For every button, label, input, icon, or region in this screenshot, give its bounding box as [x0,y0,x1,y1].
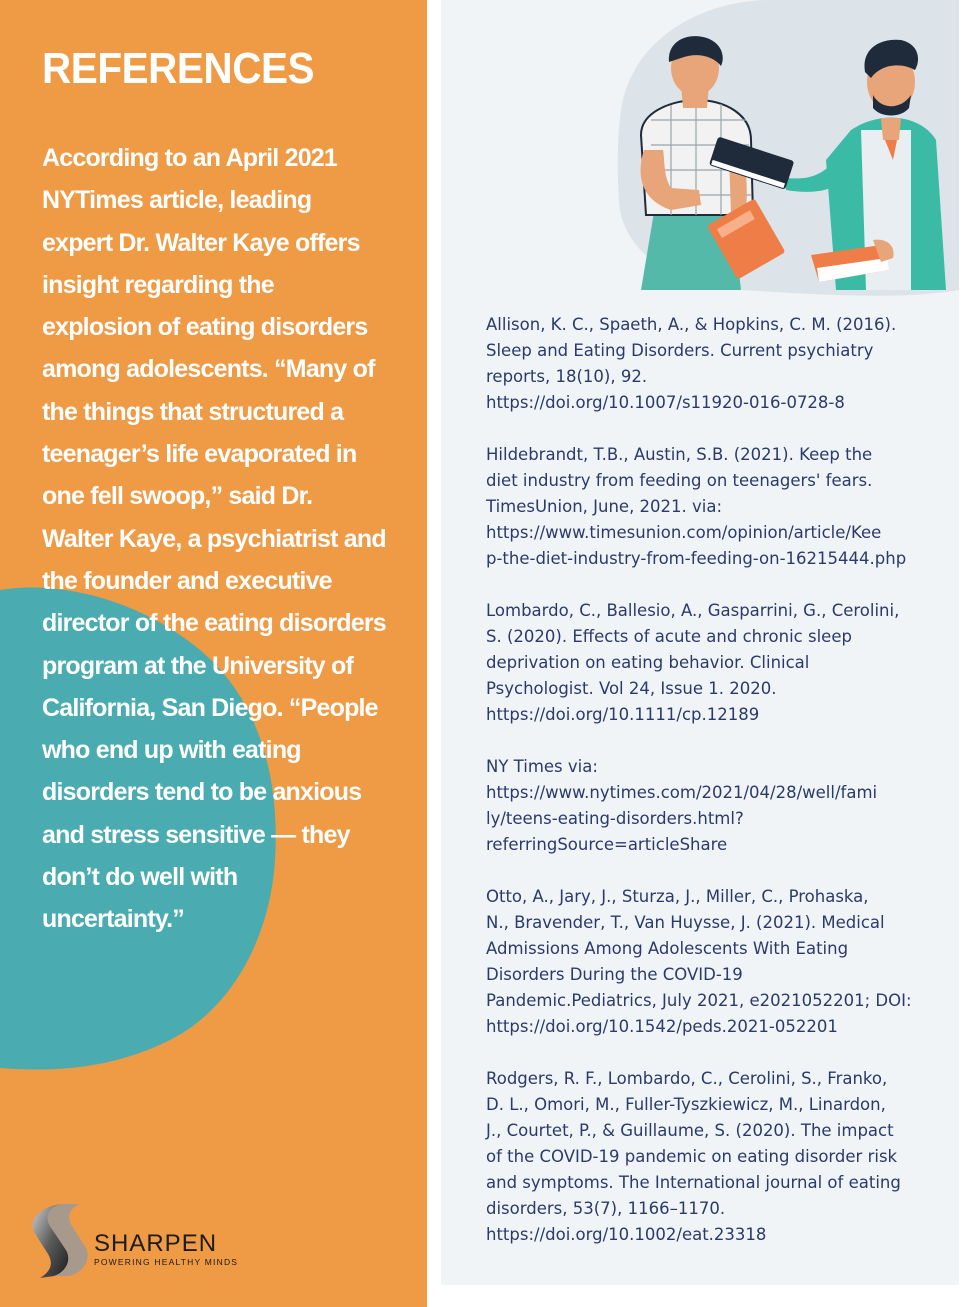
reference-link[interactable]: https://doi.org/10.1542/peds.2021-052201 [486,1017,838,1036]
intro-quote [42,137,414,941]
reference-entry [486,1066,931,1248]
quote-line: who end up with eating [42,736,301,765]
quote-line: NYTimes article, leading [42,186,312,215]
references-panel [441,0,959,1285]
reference-link[interactable]: https://doi.org/10.1002/eat.23318 [486,1225,767,1244]
reference-link[interactable]: https://doi.org/10.1111/cp.12189 [486,705,760,724]
quote-line: teenager’s life evaporated in [42,440,357,469]
reference-line: Otto, A., Jary, J., Sturza, J., Miller, C., Prohaska, [486,887,869,906]
reference-line: Disorders During the COVID-19 [486,965,743,984]
reference-line: D. L., Omori, M., Fuller-Tyszkiewicz, M., Linardon, [486,1095,886,1114]
logo-wordmark: SHARPEN [94,1230,218,1257]
reference-line: S. (2020). Effects of acute and chronic sleep [486,627,852,646]
reference-link[interactable]: p-the-diet-industry-from-feeding-on-16215444.php [486,549,907,568]
quote-line: According to an April 2021 [42,144,338,172]
references-list [486,312,931,1274]
quote-line: expert Dr. Walter Kaye offers [42,228,360,257]
reference-line: Sleep and Eating Disorders. Current psychiatry [486,341,874,360]
reference-entry [486,442,931,572]
logo-tagline: POWERING HEALTHY MINDS [94,1257,239,1267]
quote-line: the founder and executive [42,566,332,595]
reference-line: Hildebrandt, T.B., Austin, S.B. (2021). Keep the [486,445,873,464]
quote-line: one fell swoop,” said Dr. [42,482,313,511]
reference-link[interactable]: referringSource=articleShare [486,835,728,854]
two-people-illustration [441,0,959,300]
quote-line: California, San Diego. “People [42,693,378,722]
reference-line: Psychologist. Vol 24, Issue 1. 2020. [486,679,777,698]
right-panel [427,0,980,1307]
quote-line: don’t do well with [42,863,238,892]
reference-entry [486,884,931,1040]
reference-line: disorders, 53(7), 1166–1170. [486,1199,726,1218]
quote-line: the things that structured a [42,397,344,426]
quote-line: and stress sensitive — they [42,820,350,849]
reference-line: deprivation on eating behavior. Clinical [486,653,810,672]
quote-line: program at the University of [42,651,353,680]
reference-line: Pandemic.Pediatrics, July 2021, e2021052201; DOI: [486,991,912,1010]
quote-line: disorders tend to be anxious [42,778,362,807]
reference-entry [486,598,931,728]
quote-line: director of the eating disorders [42,609,386,638]
reference-link[interactable]: ly/teens-eating-disorders.html? [486,809,744,828]
reference-link[interactable]: https://doi.org/10.1007/s11920-016-0728-8 [486,393,845,412]
quote-line: uncertainty.” [42,905,184,934]
quote-line: Walter Kaye, a psychiatrist and [42,524,386,553]
left-panel [0,0,427,1307]
reference-line: TimesUnion, June, 2021. via: [486,497,723,516]
quote-line: explosion of eating disorders [42,313,368,342]
reference-line: Admissions Among Adolescents With Eating [486,939,849,958]
reference-link[interactable]: https://www.timesunion.com/opinion/article/Kee [486,523,882,542]
reference-line: diet industry from feeding on teenagers' fears. [486,471,873,490]
reference-line: and symptoms. The International journal of eating [486,1173,901,1192]
reference-line: NY Times via: [486,757,598,776]
quote-line: insight regarding the [42,270,274,299]
reference-line: J., Courtet, P., & Guillaume, S. (2020). The impact [486,1121,894,1140]
reference-line: Lombardo, C., Ballesio, A., Gasparrini, G., Cerolini, [486,601,900,620]
reference-line: Allison, K. C., Spaeth, A., & Hopkins, C. M. (2016). [486,315,897,334]
reference-line: of the COVID-19 pandemic on eating disorder risk [486,1147,898,1166]
quote-line: among adolescents. “Many of [42,355,375,384]
sharpen-logo [32,1200,252,1280]
page-title: REFERENCES [42,44,315,93]
reference-line: Rodgers, R. F., Lombardo, C., Cerolini, S., Franko, [486,1069,888,1088]
reference-entry [486,754,931,858]
reference-entry [486,312,931,416]
reference-link[interactable]: https://www.nytimes.com/2021/04/28/well/fami [486,783,878,802]
reference-line: N., Bravender, T., Van Huysse, J. (2021). Medical [486,913,885,932]
reference-line: reports, 18(10), 92. [486,367,648,386]
sharpen-mark-icon [32,1200,92,1280]
